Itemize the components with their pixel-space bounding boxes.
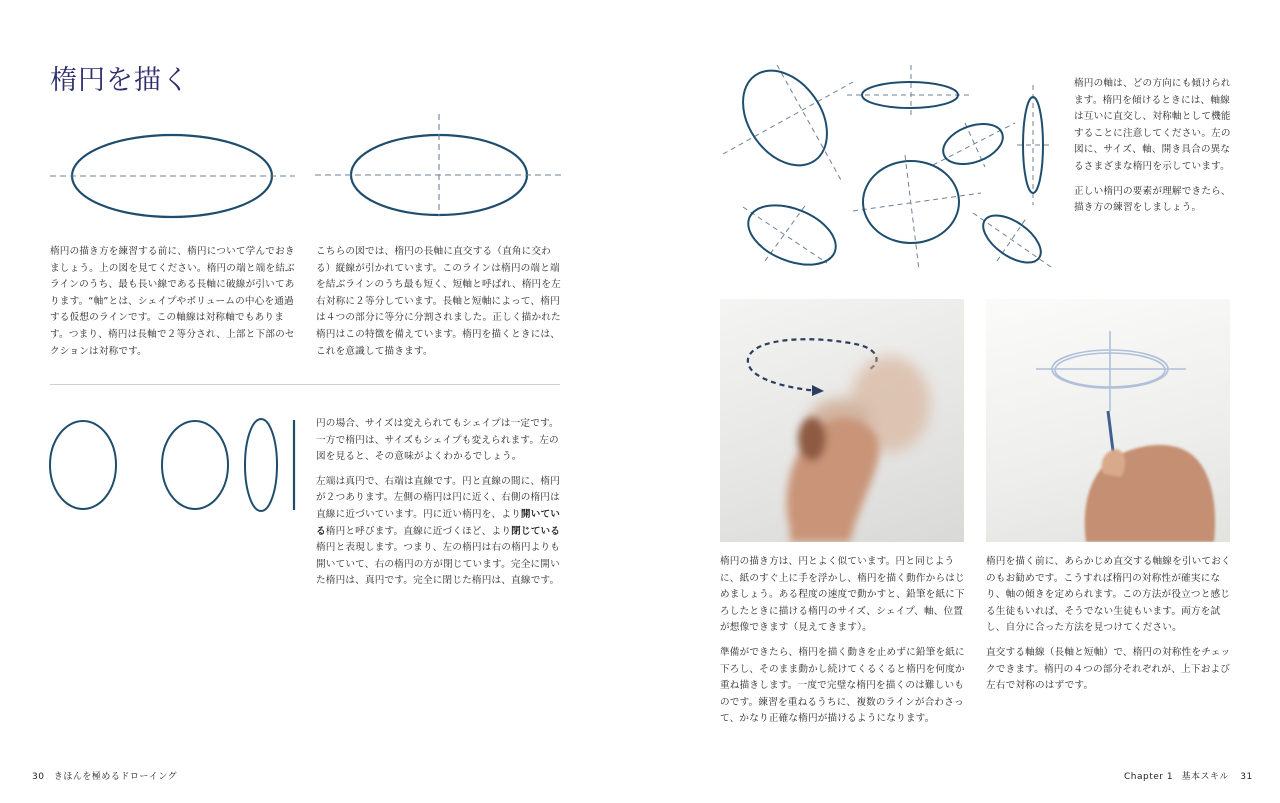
axis-text-2: 正しい楕円の要素が理解できたら、描き方の練習をしましょう。 <box>1074 185 1231 214</box>
hand-motion-photo <box>720 299 964 542</box>
axis-text-1: 楕円の軸は、どの方向にも傾けられます。楕円を傾けるときには、軸線は互いに直交し、対称軸として機能することに注意してください。左の図に、サイズ、軸、開き具合の異なるさまざまな楕円を示しています。 <box>1074 78 1231 172</box>
circle-to-line-diagram <box>48 418 298 514</box>
photo2-caption <box>986 554 1232 695</box>
photo1-text-2: 準備ができたら、楕円を描く動きを止めずに鉛筆を紙に下ろし、そのまま動かし続けてくるくると楕円を何度か重ね描きします。一度で完璧な楕円を描くのは難しいものです。練習を重ねるうちに、複数のラインが合わさって、かなり正確な楕円が描けるようになります。 <box>720 646 965 725</box>
right-page-number: 31 <box>1240 772 1253 782</box>
ellipse-drawing-photo <box>986 299 1230 542</box>
axis-text-block <box>1074 76 1234 217</box>
chapter-title: 基本スキル <box>1181 772 1229 782</box>
page-title: 楕円を描く <box>50 65 190 96</box>
circle-text-2 <box>316 474 562 590</box>
right-footer <box>1124 769 1253 782</box>
intro-text-1: 楕円の描き方を練習する前に、楕円について学んでおきましょう。上の図を見てください。楕円の端と端を結ぶラインのうち、最も長い線である長軸に破線が引いてあります。“軸”とは、シェイプやボリュームの中心を通過する仮想のラインです。この軸線は対称軸でもあります。つまり、楕円は長軸で２等分され、上部と下部のセクションは対称です。 <box>50 246 295 357</box>
circle-text-block <box>316 416 562 590</box>
intro-text-2: こちらの図では、楕円の長軸に直交する（直角に交わる）縦線が引かれています。このラインは楕円の端と端を結ぶラインのうち最も短く、短軸と呼ばれ、楕円を左右対称に２等分しています。長軸と短軸によって、楕円は４つの部分に等分に分割されました。正しく描かれた楕円はこの特徴を備えています。楕円を描くときには、これを意識して描きます。 <box>316 246 561 357</box>
ellipse-drawing-illustration <box>986 299 1230 542</box>
hand-motion-illustration <box>720 299 964 542</box>
ellipse-major-axis-diagram <box>45 125 305 235</box>
left-page-number: 30 <box>32 772 45 782</box>
left-footer <box>32 769 177 782</box>
photo1-caption <box>720 554 968 728</box>
open-emphasis: 開いている <box>316 508 561 537</box>
circle-text-2-e: 楕円と表現します。つまり、左の楕円は右の楕円よりも開いていて、右の楕円の方が閉じています。完全に開いた楕円は、真円です。完全に閉じた楕円は、直線です。 <box>316 542 561 587</box>
intro-paragraph-1 <box>50 244 296 360</box>
intro-paragraph-2 <box>316 244 562 360</box>
section-divider <box>50 384 560 385</box>
book-title: きほんを極めるドローイング <box>53 772 178 782</box>
circle-text-2-c: 楕円と呼びます。直線に近づくほど、より <box>325 525 512 537</box>
ellipse-both-axes-diagram <box>315 112 565 218</box>
photo1-text-1: 楕円の描き方は、円とよく似ています。円と同じように、紙のすぐ上に手を浮かし、楕円を描く動作からはじめましょう。ある程度の速度で動かすと、鉛筆を紙に下ろしたときに描ける楕円のサイズ、シェイプ、軸、位置が想像できます（見えてきます）。 <box>720 556 965 634</box>
chapter-label: Chapter 1 <box>1124 772 1174 782</box>
photo2-text-1: 楕円を描く前に、あらかじめ直交する軸線を引いておくのもお勧めです。こうすれば楕円の対称性が確実になり、軸の傾きを定められます。この方法が役立つと感じる生徒もいれば、そうでない生徒もいます。両方を試し、自分に合った方法を見つけてください。 <box>986 556 1231 634</box>
circle-text-1: 円の場合、サイズは変えられてもシェイプは一定です。一方で楕円は、サイズもシェイプも変えられます。左の図を見ると、その意味がよくわかるでしょう。 <box>316 418 559 463</box>
closed-emphasis: 閉じている <box>511 525 561 537</box>
tilted-ellipses-diagram <box>715 65 1060 275</box>
circle-text-2-a: 左端は真円で、右端は直線です。円と直線の間に、楕円が２つあります。左側の楕円は円に近く、右側の楕円は直線に近づいています。円に近い楕円を、より <box>316 475 560 520</box>
photo2-text-2: 直交する軸線（長軸と短軸）で、楕円の対称性をチェックできます。楕円の４つの部分それぞれが、上下および左右で対称のはずです。 <box>986 646 1231 692</box>
